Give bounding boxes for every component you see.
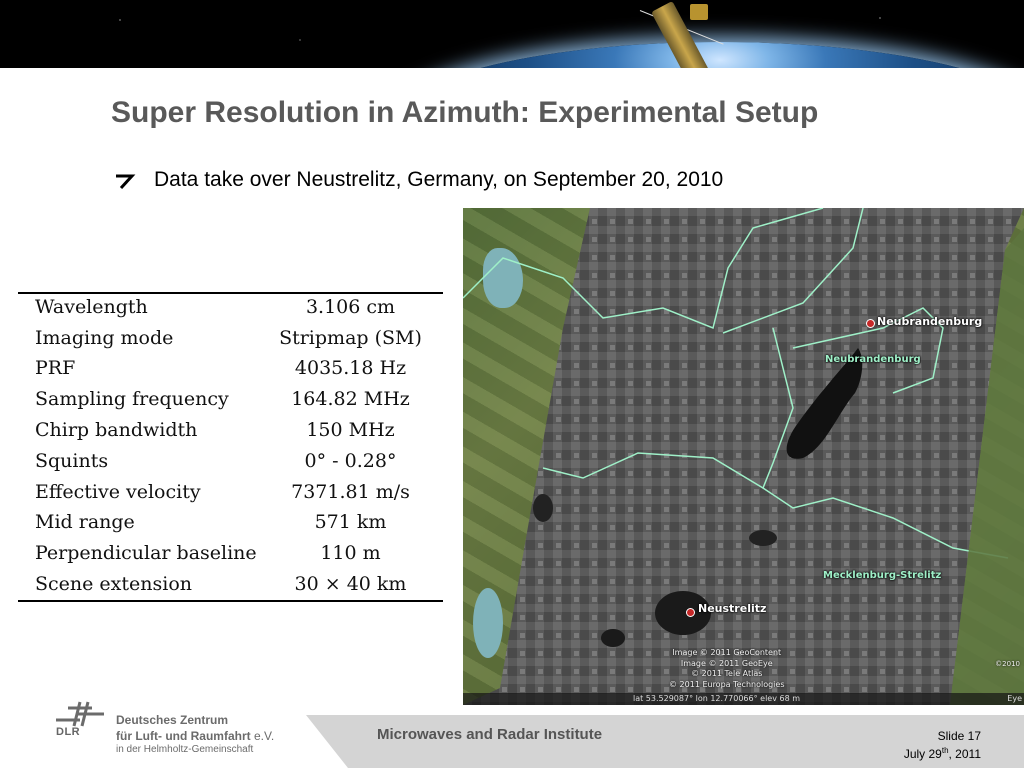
param-value: 3.106 cm [305,295,396,318]
table-row [18,354,443,385]
lake [749,530,777,546]
credit-line: © 2011 Europa Technologies [669,679,785,689]
region-label-mecklenburg-strelitz: Mecklenburg-Strelitz [823,570,942,581]
param-value: 164.82 MHz [291,388,410,411]
slide-date [904,746,981,761]
parameter-table [18,292,443,600]
table-row [18,323,443,354]
param-value: 110 m [320,542,381,565]
copyright-right: ©2010 [995,660,1020,668]
table-row [18,569,443,600]
location-pin-icon [686,608,695,617]
date-year: , 2011 [948,747,981,761]
coordinate-readout: lat 53.529087° lon 12.770066° elev 68 m [633,694,801,703]
dlr-logo [54,700,304,760]
org-line-2 [116,729,274,743]
sar-map-image [463,208,1024,705]
param-value: 571 km [314,511,387,534]
credit-line: © 2011 Tele Atlas [691,669,763,678]
city-label-neustrelitz: Neustrelitz [698,602,767,615]
org-line-3: in der Helmholtz-Gemeinschaft [116,744,254,755]
date-prefix: July 29 [903,747,942,761]
map-status-bar [463,693,1024,705]
header-banner [0,0,1024,68]
credit-line: Image © 2011 GeoContent [672,648,782,657]
table-row [18,446,443,477]
date-suffix-sup: th [941,746,949,755]
param-value: Stripmap (SM) [279,326,422,349]
table-bottom-rule [18,600,443,602]
imagery-credits [669,648,785,690]
satellite-body [690,4,708,20]
institute-name: Microwaves and Radar Institute [377,726,603,743]
table-row [18,415,443,446]
bullet-item [112,168,723,192]
param-name: Wavelength [35,295,148,318]
org-line-1: Deutsches Zentrum [116,713,229,727]
slide-title: Super Resolution in Azimuth: Experimental Setup [111,96,819,129]
lake [601,629,625,647]
region-label-neubrandenburg: Neubrandenburg [825,354,921,365]
arrow-bullet-icon [112,168,140,192]
lake [533,494,553,522]
table-row [18,508,443,539]
param-name: Perpendicular baseline [35,542,257,565]
param-name: Squints [35,449,109,472]
bullet-text: Data take over Neustrelitz, Germany, on September 20, 2010 [154,168,724,191]
param-name: Scene extension [35,573,193,596]
param-value: 7371.81 m/s [291,480,410,503]
table-row [18,384,443,415]
city-label-neubrandenburg: Neubrandenburg [877,315,983,328]
logo-abbr: DLR [56,726,81,738]
eye-altitude-label: Eye [1007,694,1022,703]
table-row [18,538,443,569]
param-name: Mid range [35,511,135,534]
table-row [18,477,443,508]
org-ev: e.V. [254,729,275,743]
param-value: 30 × 40 km [294,573,407,596]
param-value: 4035.18 Hz [294,357,407,380]
table-row [18,292,443,323]
org-line-2-text: für Luft- und Raumfahrt [116,729,251,743]
param-value: 0° - 0.28° [304,449,397,472]
param-name: PRF [35,357,76,380]
sar-scene [463,208,1024,705]
param-value: 150 MHz [306,419,395,442]
param-name: Imaging mode [35,326,174,349]
slide-number: Slide 17 [937,729,981,743]
sar-overlay [463,208,1024,705]
param-name: Sampling frequency [35,388,229,411]
credit-line: Image © 2011 GeoEye [680,658,773,668]
location-pin-icon [866,319,875,328]
param-name: Chirp bandwidth [35,419,198,442]
param-name: Effective velocity [35,480,201,503]
